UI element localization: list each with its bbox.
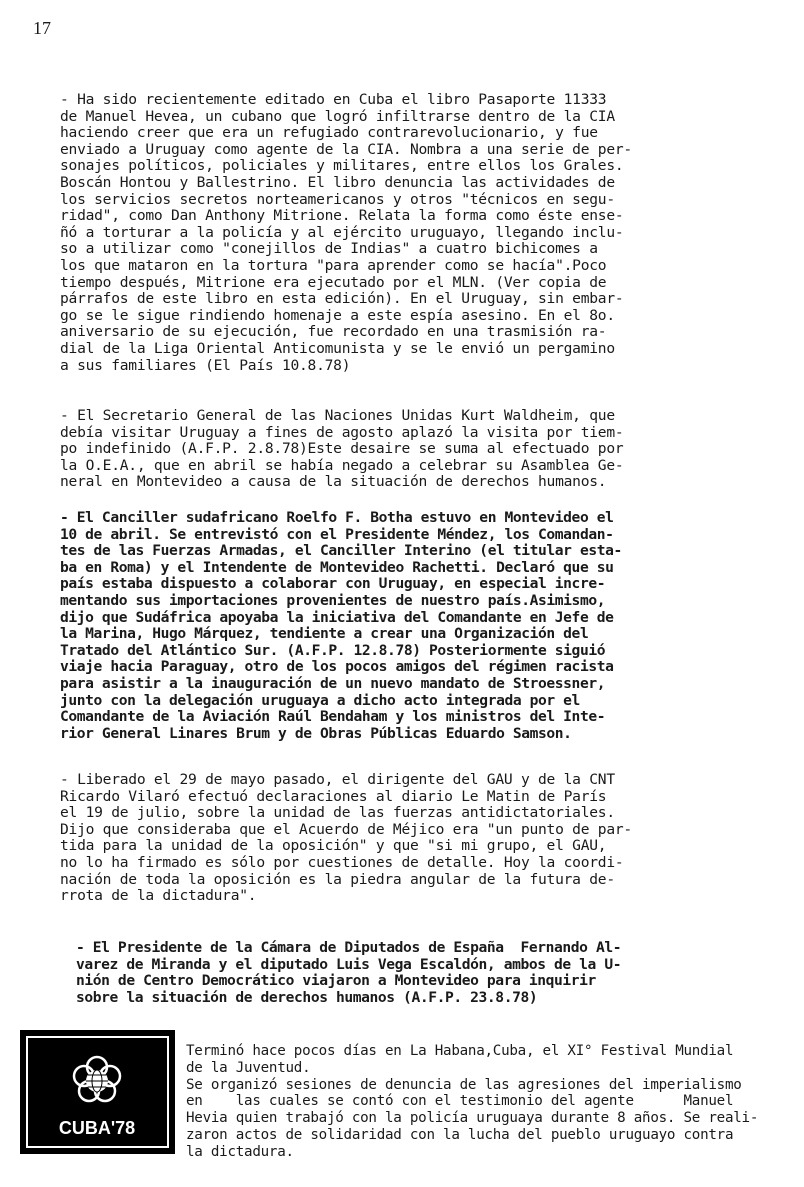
text-line: mentando sus importaciones provenientes de nuestro país.Asimismo, [60, 591, 606, 609]
paragraph-vilaro-statement [60, 772, 632, 905]
text-line: enviado a Uruguay como agente de la CIA. Nombra a una serie de per- [60, 140, 632, 158]
text-line: junto con la delegación uruguaya a dicho acto integrada por el [60, 691, 580, 709]
text-line: 10 de abril. Se entrevistó con el Presidente Méndez, los Comandan- [60, 525, 614, 543]
text-line: dial de la Liga Oriental Anticomunista y se le envió un pergamino [60, 339, 615, 357]
text-line: de la Juventud. [186, 1059, 311, 1076]
paragraph-waldheim-visit [60, 408, 623, 491]
text-line: Tratado del Atlántico Sur. (A.F.P. 12.8.78) Posteriormente siguió [60, 641, 606, 659]
text-line: los que mataron en la tortura "para aprender como se hacía".Poco [60, 256, 607, 274]
text-line: Dijo que consideraba que el Acuerdo de Méjico era "un punto de par- [60, 820, 632, 838]
text-line: ñó a torturar a la policía y al ejército uruguayo, llegando inclu- [60, 223, 624, 241]
paragraph-pasaporte-book [60, 92, 632, 374]
logo-text: CUBA'78 [58, 1118, 136, 1138]
cuba78-logo [20, 1030, 175, 1154]
text-line: en las cuales se contó con el testimonio del agente Manuel [186, 1093, 734, 1110]
text-line: de Manuel Hevea, un cubano que logró infiltrarse dentro de la CIA [60, 107, 615, 125]
text-line: a sus familiares (El País 10.8.78) [60, 356, 351, 374]
text-line: Se organizó sesiones de denuncia de las agresiones del imperialismo [186, 1076, 742, 1093]
paragraph-youth-festival [186, 1043, 758, 1161]
paragraph-botha-visit [60, 510, 622, 742]
text-line: Ricardo Vilaró efectuó declaraciones al diario Le Matin de París [60, 787, 607, 805]
text-line: los servicios secretos norteamericanos y otros "técnicos en segu- [60, 190, 615, 208]
text-line: no lo ha firmado es sólo por cuestiones de detalle. Hoy la coordi- [60, 853, 624, 871]
text-line: - El Canciller sudafricano Roelfo F. Botha estuvo en Montevideo el [60, 509, 614, 526]
text-line: varez de Miranda y el diputado Luis Vega Escaldón, ambos de la U- [76, 955, 622, 973]
text-line: párrafos de este libro en esta edición). En el Uruguay, sin embar- [60, 290, 624, 308]
text-line: nación de toda la oposición es la piedra angular de la futura de- [60, 870, 615, 888]
text-line: - El Presidente de la Cámara de Diputados de España Fernando Al- [76, 939, 622, 956]
page-number: 17 [33, 18, 51, 38]
text-line: la dictadura. [186, 1143, 294, 1160]
text-line: rior General Linares Brum y de Obras Públicas Eduardo Samson. [60, 724, 572, 742]
text-line: rrota de la dictadura". [60, 887, 257, 905]
text-line: Boscán Hontou y Ballestrino. El libro denuncia las actividades de [60, 173, 615, 191]
text-line: tiempo después, Mitrione era ejecutado por el MLN. (Ver copia de [60, 273, 607, 291]
text-line: - El Secretario General de las Naciones Unidas Kurt Waldheim, que [60, 407, 615, 424]
text-line: aniversario de su ejecución, fue recordado en una trasmisión ra- [60, 323, 607, 341]
text-line: haciendo creer que era un refugiado contrarevolucionario, y fue [60, 124, 598, 142]
text-line: - Ha sido recientemente editado en Cuba el libro Pasaporte 11333 [60, 91, 607, 108]
festival-flower-globe-icon [20, 1030, 175, 1154]
text-line: nión de Centro Democrático viajaron a Montevideo para inquirir [76, 972, 596, 990]
text-line: - Liberado el 29 de mayo pasado, el dirigente del GAU y de la CNT [60, 771, 615, 788]
text-line: debía visitar Uruguay a fines de agosto aplazó la visita por tiem- [60, 423, 624, 441]
text-line: la Marina, Hugo Márquez, tendiente a crear una Organización del [60, 625, 589, 643]
text-line: país estaba dispuesto a colaborar con Uruguay, en especial incre- [60, 575, 606, 593]
text-line: tida para la unidad de la oposición" y que "si mi grupo, el GAU, [60, 837, 607, 855]
text-line: sonajes políticos, policiales y militares, entre ellos los Grales. [60, 157, 624, 175]
text-line: neral en Montevideo a causa de la situación de derechos humanos. [60, 473, 607, 491]
paragraph-spanish-deputies [76, 940, 621, 1006]
text-line: el 19 de julio, sobre la unidad de las fuerzas antidictatoriales. [60, 804, 615, 822]
text-line: tes de las Fuerzas Armadas, el Canciller Interino (el titular esta- [60, 542, 622, 560]
text-line: zaron actos de solidaridad con la lucha del pueblo uruguayo contra [186, 1126, 734, 1143]
text-line: Hevia quien trabajó con la policía uruguaya durante 8 años. Se reali- [186, 1110, 759, 1127]
text-line: Comandante de la Aviación Raúl Bendaham y los ministros del Inte- [60, 708, 606, 726]
text-line: Terminó hace pocos días en La Habana,Cuba, el XI° Festival Mundial [186, 1043, 734, 1059]
text-line: so a utilizar como "conejillos de Indias" a cuatro bichicomes a [60, 240, 598, 258]
text-line: sobre la situación de derechos humanos (A.F.P. 23.8.78) [76, 988, 538, 1006]
text-line: go se le sigue rindiendo homenaje a este espía asesino. En el 8o. [60, 306, 615, 324]
text-line: la O.E.A., que en abril se había negado a celebrar su Asamblea Ge- [60, 456, 624, 474]
text-line: ridad", como Dan Anthony Mitrione. Relata la forma como éste ense- [60, 207, 624, 225]
text-line: para asistir a la inauguración de un nuevo mandato de Stroessner, [60, 674, 606, 692]
text-line: ba en Roma) y el Intendente de Montevideo Rachetti. Declaró que su [60, 558, 614, 576]
text-line: dijo que Sudáfrica apoyaba la iniciativa del Comandante en Jefe de [60, 608, 614, 626]
text-line: po indefinido (A.F.P. 2.8.78)Este desaire se suma al efectuado por [60, 440, 624, 458]
text-line: viaje hacia Paraguay, otro de los pocos amigos del régimen racista [60, 658, 614, 676]
